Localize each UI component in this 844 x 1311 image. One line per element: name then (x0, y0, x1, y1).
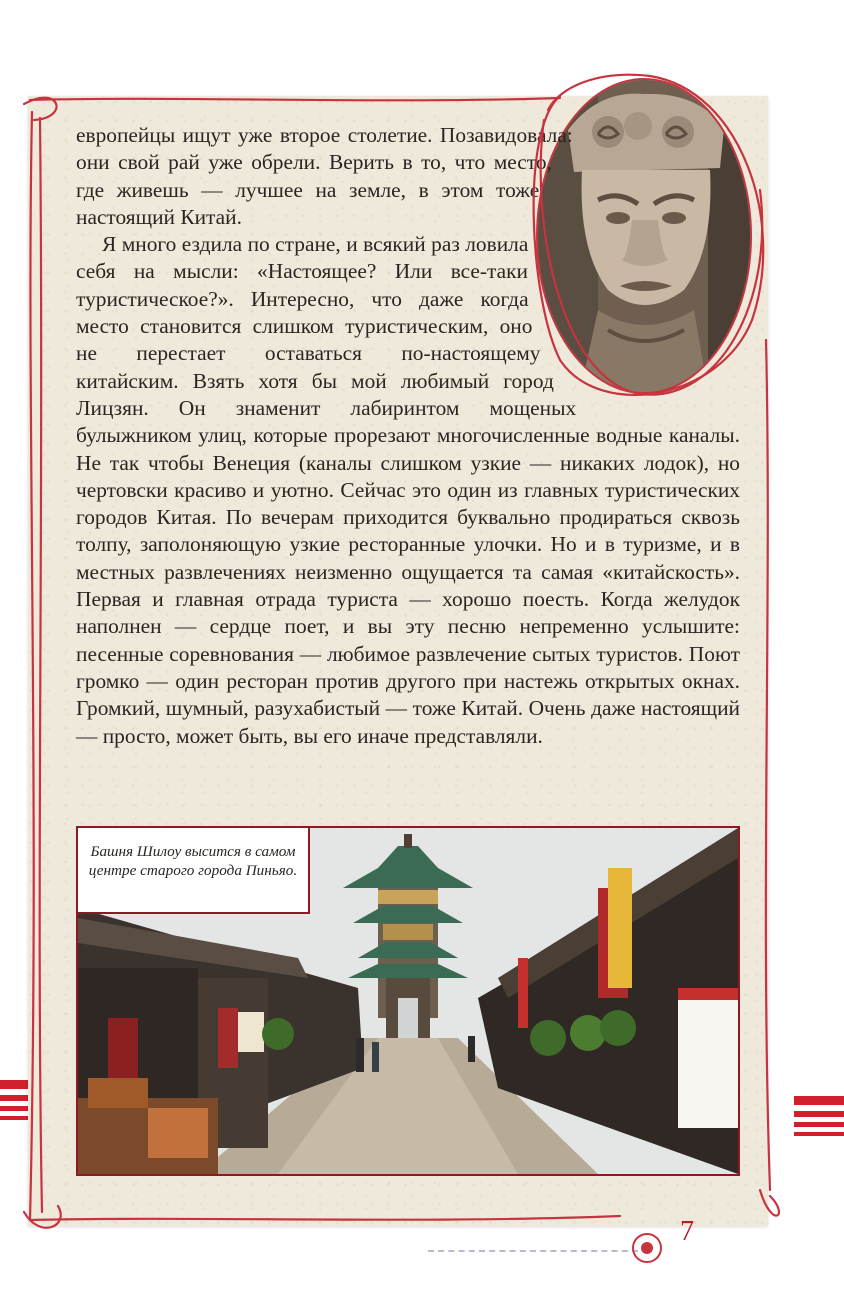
page-number: 7 (680, 1216, 694, 1247)
paragraph-2: Я много ездила по стране, и всякий раз ловила себя на мысли: «Настоящее? Или все-таки туристическое?». Интересно, что даже когда место становится слишком туристическим, оно не перестает оставаться по-настоящему китайским. Взять хотя бы мой любимый город Лицзян. Он знаменит лабиринтом мощеных булыжником улиц, которые прорезают многочисленные водные каналы. Не так чтобы Венеция (каналы слишком узкие — никаких лодок), но чертовски красиво и уютно. Сейчас это один из главных туристических городов Китая. По вечерам приходится буквально продираться сквозь толпу, заполоняющую узкие ресторанные улочки. Но и в туризме, и в местных развлечениях неизменно ощущается та самая «китайскость». Первая и главная отрада туриста — хорошо поесть. Когда желудок наполнен — сердце поет, и вы эту песню непременно услышите: песенные соревнования — любимое развлечение сытых туристов. Поют громко — один ресторан против другого при настежь открытых окнах. Громкий, шумный, разухабистый — тоже Китай. Очень даже настоящий — просто, может быть, вы его иначе представляли. (76, 232, 740, 748)
decorative-stripes-right (794, 1096, 844, 1152)
text-wrap-spacer (528, 122, 740, 419)
photo-caption: Башня Шилоу высится в самом центре старого города Пиньяо. (78, 828, 310, 914)
target-icon (630, 1231, 664, 1265)
article-text (76, 122, 740, 750)
paragraph-1: европейцы ищут уже второе столетие. Позавидовала: они свой рай уже обрели. Верить в то, что место, где живешь — лучшее на земле, в этом тоже настоящий Китай. (76, 123, 573, 229)
dotted-line (428, 1250, 638, 1252)
